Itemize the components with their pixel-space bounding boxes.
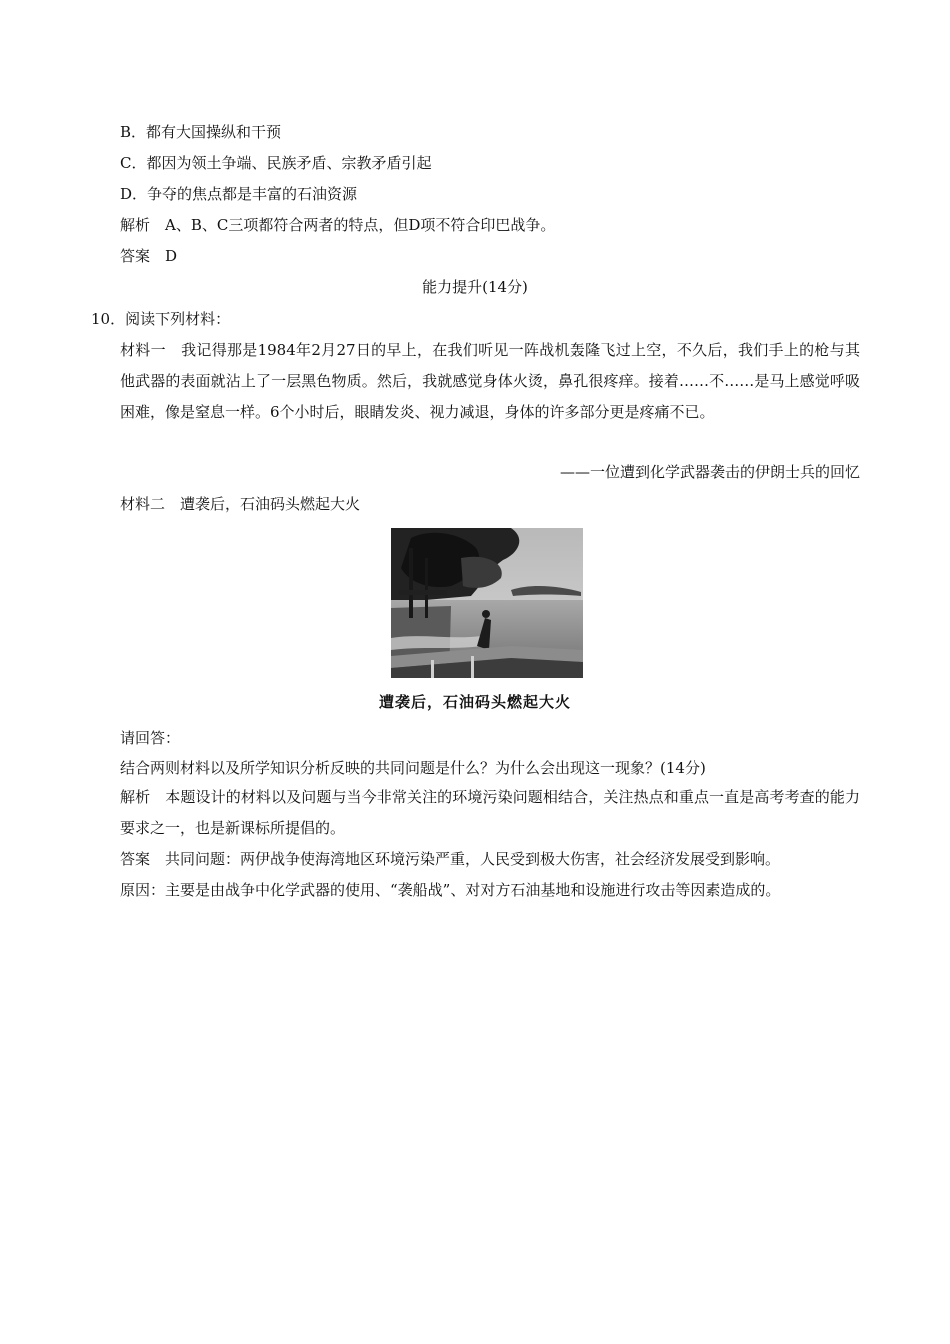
option-c: C．都因为领土争端、民族矛盾、宗教矛盾引起 — [120, 154, 432, 172]
photo-caption: 遭袭后，石油码头燃起大火 — [378, 693, 571, 711]
option-d: D．争夺的焦点都是丰富的石油资源 — [120, 185, 358, 203]
answer-prompt: 请回答： — [120, 729, 181, 747]
q10-stem: 10．阅读下列材料： — [91, 310, 231, 328]
q10-answer-line-2: 原因：主要是由战争中化学武器的使用、“袭船战”、对对方石油基地和设施进行攻击等因素造成的。 — [120, 881, 781, 899]
q9-analysis: 解析 A、B、C三项都符合两者的特点，但D项不符合印巴战争。 — [120, 216, 556, 234]
material-one-source: ——一位遭到化学武器袭击的伊朗士兵的回忆 — [559, 463, 860, 481]
section-title: 能力提升(14分) — [422, 278, 528, 296]
material-two: 材料二 遭袭后，石油码头燃起大火 — [120, 495, 361, 513]
material-one: 材料一 我记得那是1984年2月27日的早上，在我们听见一阵战机轰隆飞过上空，不久后，我们手上的枪与其他武器的表面就沾上了一层黑色物质。然后，我就感觉身体火烫，鼻孔很疼痒。接着……不……是马上感觉呼吸困难，像是窒息一样。6个小时后，眼睛发炎、视力减退，身体的许多部分更是疼痛不已。 — [120, 341, 860, 421]
q10-question: 结合两则材料以及所学知识分析反映的共同问题是什么？为什么会出现这一现象？(14分) — [120, 759, 706, 777]
oil-terminal-fire-photo — [391, 528, 583, 678]
q9-answer: 答案 D — [120, 247, 178, 265]
option-b: B．都有大国操纵和干预 — [120, 123, 282, 141]
q10-answer-line-1: 答案 共同问题：两伊战争使海湾地区环境污染严重，人民受到极大伤害，社会经济发展受到影响。 — [120, 850, 781, 868]
q10-analysis: 解析 本题设计的材料以及问题与当今非常关注的环境污染问题相结合，关注热点和重点一直是高考考查的能力要求之一，也是新课标所提倡的。 — [120, 788, 860, 837]
